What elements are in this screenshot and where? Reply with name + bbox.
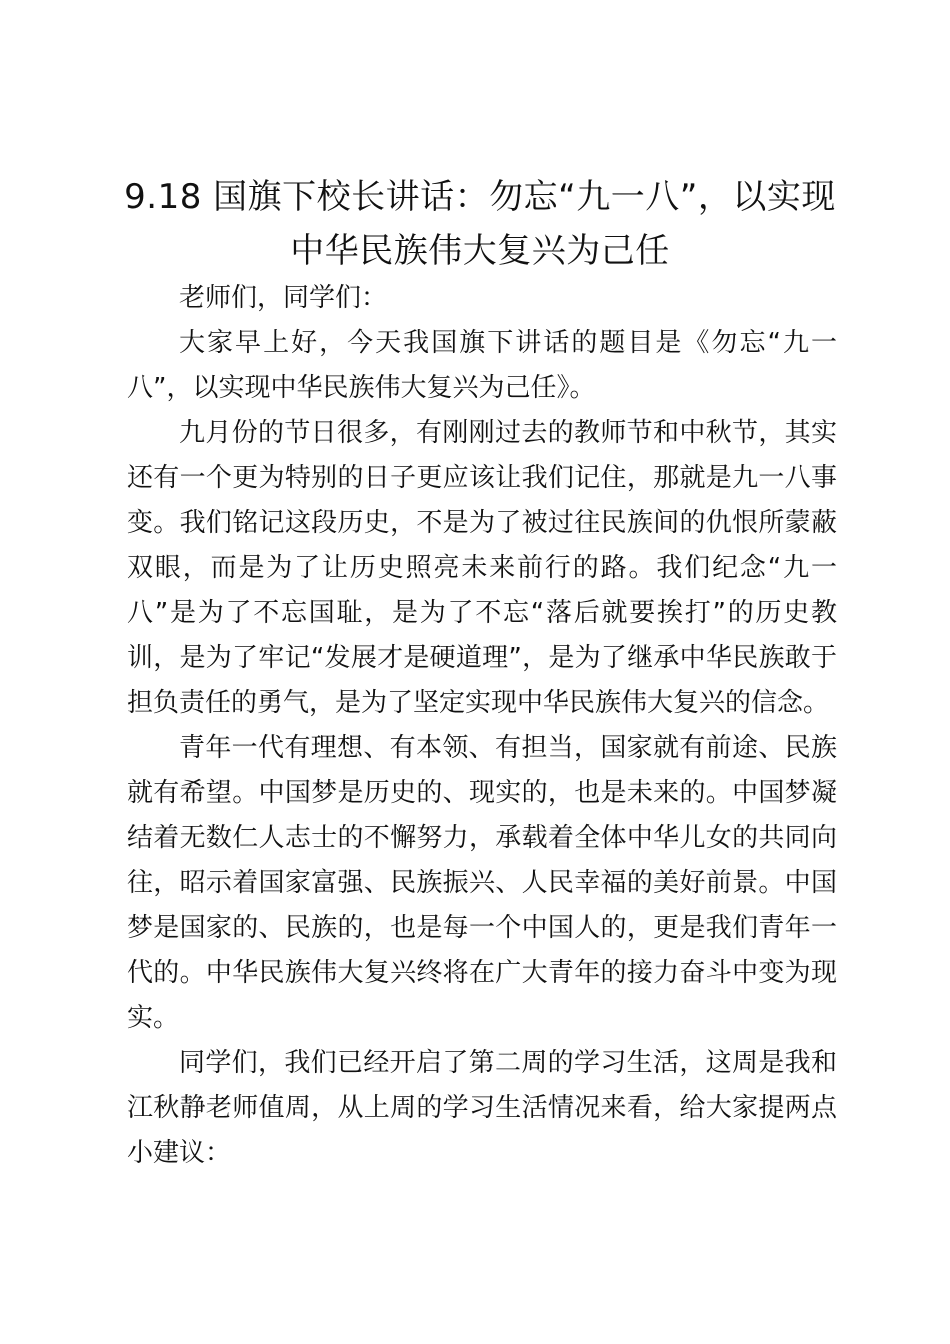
greeting-paragraph: 老师们，同学们：	[179, 283, 388, 313]
suggestion-paragraph: 同学们，我们已经开启了第二周的学习生活，这周是我和江秋静老师值周，从上周的学习生活情况来看，给大家提两点小建议：	[127, 1048, 837, 1168]
document-body	[127, 276, 837, 1176]
history-paragraph: 九月份的节日很多，有刚刚过去的教师节和中秋节，其实还有一个更为特别的日子更应该让我们记住，那就是九一八事变。我们铭记这段历史，不是为了被过往民族间的仇恨所蒙蔽双眼，而是为了让历史照亮未来前行的路。我们纪念“九一八”是为了不忘国耻，是为了不忘“落后就要挨打”的历史教训，是为了牢记“发展才是硬道理”，是为了继承中华民族敢于担负责任的勇气，是为了坚定实现中华民族伟大复兴的信念。	[127, 418, 837, 718]
document-title: 9.18 国旗下校长讲话：勿忘“九一八”，以实现中华民族伟大复兴为己任	[124, 177, 836, 271]
youth-paragraph: 青年一代有理想、有本领、有担当，国家就有前途、民族就有希望。中国梦是历史的、现实的，也是未来的。中国梦凝结着无数仁人志士的不懈努力，承载着全体中华儿女的共同向往，昭示着国家富强、民族振兴、人民幸福的美好前景。中国梦是国家的、民族的，也是每一个中国人的，更是我们青年一代的。中华民族伟大复兴终将在广大青年的接力奋斗中变为现实。	[127, 733, 837, 1033]
intro-paragraph: 大家早上好，今天我国旗下讲话的题目是《勿忘“九一八”，以实现中华民族伟大复兴为己任》。	[127, 328, 837, 403]
